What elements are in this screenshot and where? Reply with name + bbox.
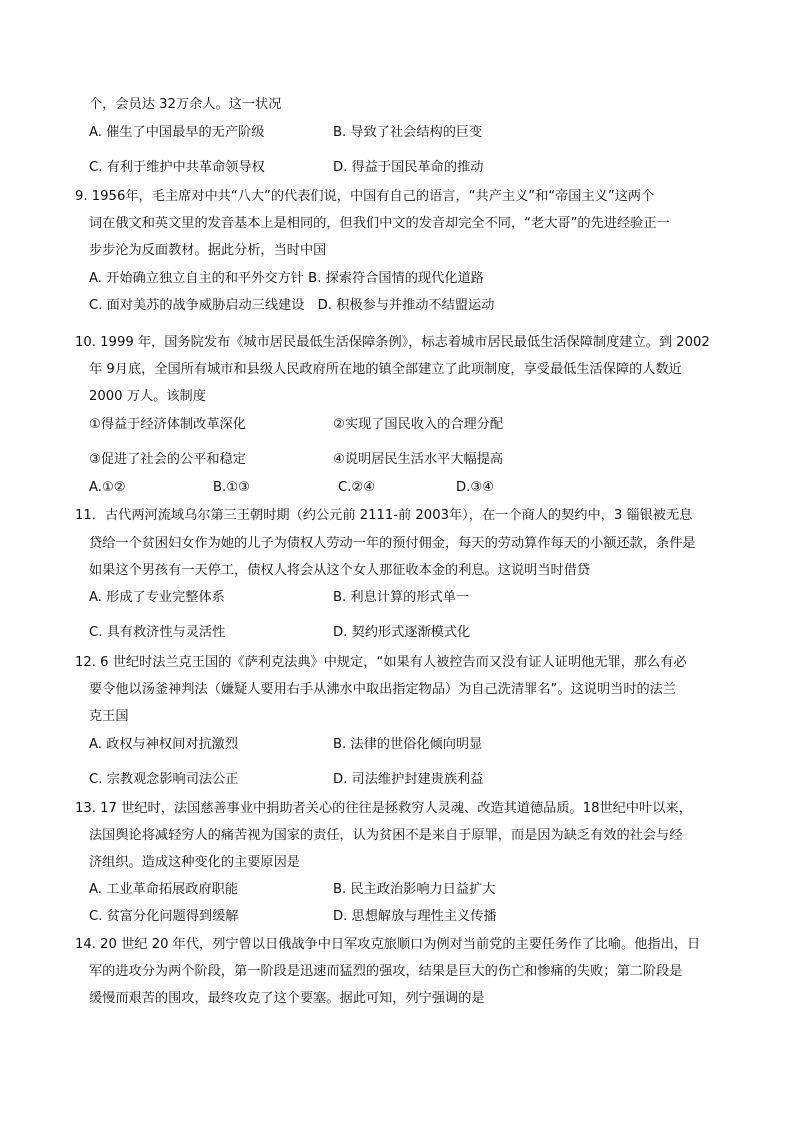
question-10-item-2: ②实现了国民收入的合理分配 [333, 417, 504, 432]
question-12-stem-line-1: 12. 6 世纪时法兰克王国的《萨利克法典》中规定，“如果有人被控告而又没有证人证明他无罪，那么有必 [75, 655, 687, 670]
question-8-option-d: D. 得益于国民革命的推动 [333, 160, 484, 175]
question-13-option-a: A. 工业革命拓展政府职能 [89, 882, 239, 897]
question-12-option-d: D. 司法维护封建贵族利益 [333, 772, 484, 787]
question-10-option-d: D.③④ [456, 480, 494, 495]
question-9-options-ab: A. 开始确立独立自主的和平外交方针 B. 探索符合国情的现代化道路 [89, 271, 484, 286]
question-13-stem-line-3: 济组织。造成这种变化的主要原因是 [89, 855, 300, 870]
question-8-stem-tail: 个，会员达 32万余人。这一状况 [89, 97, 282, 112]
question-13-stem-line-2: 法国舆论将减轻穷人的痛苦视为国家的责任，认为贫困不是来自于原罪，而是因为缺乏有效的社会与经 [89, 828, 683, 843]
question-8-option-c: C. 有利于维护中共革命领导权 [89, 160, 265, 175]
question-11-option-c: C. 具有救济性与灵活性 [89, 625, 226, 640]
question-12-option-c: C. 宗教观念影响司法公正 [89, 772, 239, 787]
question-8-option-a: A. 催生了中国最早的无产阶级 [89, 125, 265, 140]
question-10-item-1: ①得益于经济体制改革深化 [89, 417, 246, 432]
question-10-option-a: A.①② [89, 480, 126, 495]
question-12-stem-line-2: 要令他以汤釜神判法（嫌疑人要用右手从沸水中取出指定物品）为自己洗清罪名”。这说明当时的法兰 [89, 682, 677, 697]
question-11-option-d: D. 契约形式逐渐模式化 [333, 625, 471, 640]
question-13-option-b: B. 民主政治影响力日益扩大 [333, 882, 496, 897]
question-10-option-c: C.②④ [338, 480, 376, 495]
question-13-option-c: C. 贫富分化问题得到缓解 [89, 909, 239, 924]
question-11-option-a: A. 形成了专业完整体系 [89, 590, 225, 605]
question-10-item-4: ④说明居民生活水平大幅提高 [333, 452, 504, 467]
question-9-stem-line-2: 词在俄文和英文里的发音基本上是相同的，但我们中文的发音却完全不同，“老大哥”的先进经验正一 [89, 216, 670, 231]
question-12-option-b: B. 法律的世俗化倾向明显 [333, 737, 483, 752]
question-12-stem-line-3: 克王国 [89, 709, 129, 724]
question-13-stem-line-1: 13. 17 世纪时，法国慈善事业中捐助者关心的往往是拯救穷人灵魂、改造其道德品质。18世纪中叶以来， [75, 801, 692, 816]
question-11-stem-line-1: 11．古代两河流域乌尔第三王朝时期（约公元前 2111-前 2003年），在一个商人的契约中，3 锱银被无息 [75, 508, 693, 523]
question-11-stem-line-2: 贷给一个贫困妇女作为她的儿子为债权人劳动一年的预付佣金，每天的劳动算作每天的小额还款，条件是 [89, 536, 696, 551]
question-9-options-cd: C. 面对美苏的战争威胁启动三线建设 D. 积极参与并推动不结盟运动 [89, 298, 495, 313]
question-10-item-3: ③促进了社会的公平和稳定 [89, 452, 246, 467]
question-9-stem-line-3: 步步沦为反面教材。据此分析，当时中国 [89, 243, 327, 258]
question-10-stem-line-2: 年 9月底，全国所有城市和县级人民政府所在地的镇全部建立了此项制度，享受最低生活保障的人数近 [89, 362, 682, 377]
question-14-stem-line-1: 14. 20 世纪 20 年代，列宁曾以日俄战争中日军攻克旅顺口为例对当前党的主要任务作了比喻。他指出，日 [75, 937, 701, 952]
question-14-stem-line-3: 缓慢而艰苦的围攻，最终攻克了这个要塞。据此可知，列宁强调的是 [89, 991, 485, 1006]
question-11-stem-line-3: 如果这个男孩有一天停工，债权人将会从这个女人那征收本金的利息。这说明当时借贷 [89, 563, 591, 578]
question-12-option-a: A. 政权与神权间对抗激烈 [89, 737, 239, 752]
question-10-stem-line-1: 10. 1999 年，国务院发布《城市居民最低生活保障条例》，标志着城市居民最低生活保障制度建立。到 2002 [75, 335, 710, 350]
question-10-option-b: B.①③ [213, 480, 250, 495]
question-14-stem-line-2: 军的进攻分为两个阶段，第一阶段是迅速而猛烈的强攻，结果是巨大的伤亡和惨痛的失败；第二阶段是 [89, 964, 683, 979]
question-10-stem-line-3: 2000 万人。该制度 [89, 389, 206, 404]
question-9-stem-line-1: 9. 1956年，毛主席对中共“八大”的代表们说，中国有自己的语言，“共产主义”和“帝国主义”这两个 [75, 189, 655, 204]
question-13-option-d: D. 思想解放与理性主义传播 [333, 909, 497, 924]
question-11-option-b: B. 利息计算的形式单一 [333, 590, 470, 605]
question-8-option-b: B. 导致了社会结构的巨变 [333, 125, 483, 140]
